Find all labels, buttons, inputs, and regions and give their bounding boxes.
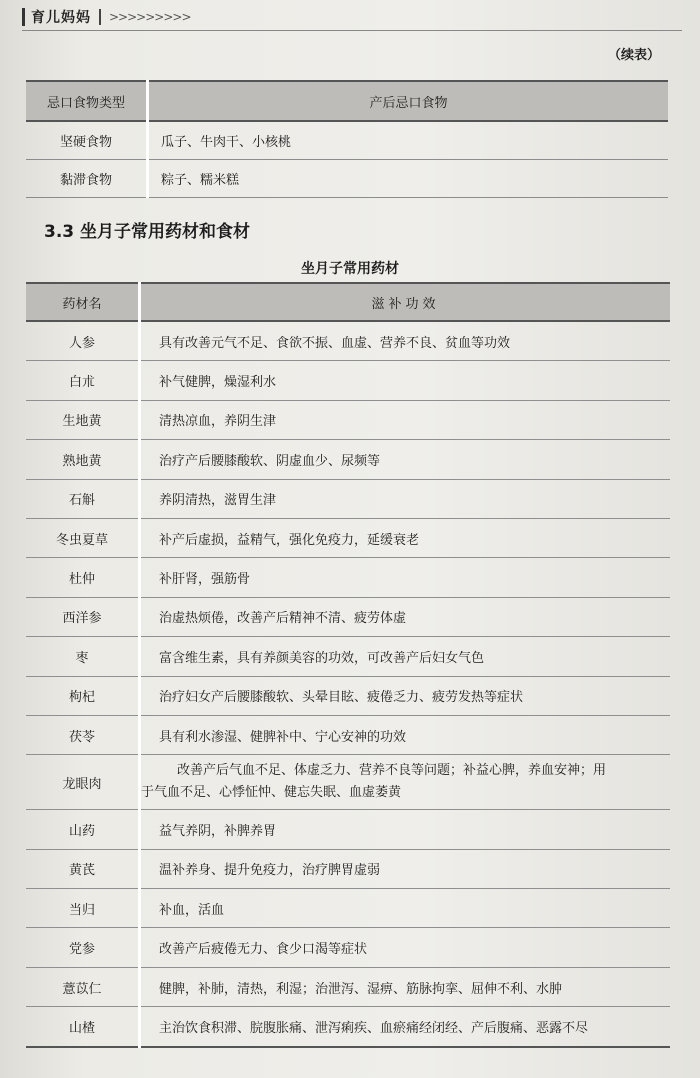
food-type-cell: 黏滞食物 xyxy=(26,160,148,198)
table-caption: 坐月子常用药材 xyxy=(301,261,399,277)
herb-effect-cell: 健脾，补肺，清热，利湿；治泄泻、湿痹、筋脉拘挛、屈伸不利、水肿 xyxy=(140,967,671,1006)
herb-effect-cell: 改善产后疲倦无力、食少口渴等症状 xyxy=(140,928,671,967)
herb-name-cell: 石斛 xyxy=(26,479,140,518)
book-title: 育儿妈妈 xyxy=(31,10,91,26)
table-row xyxy=(26,928,670,967)
herb-name-cell: 白朮 xyxy=(26,361,140,400)
herb-effect-cell: 补血，活血 xyxy=(140,889,671,928)
herb-name-cell: 杜仲 xyxy=(26,558,140,597)
herb-name-cell: 山药 xyxy=(26,810,140,849)
herb-name-cell: 西洋参 xyxy=(26,597,140,636)
herb-effect-cell: 富含维生素，具有养颜美容的功效，可改善产后妇女气色 xyxy=(140,637,671,676)
table-row xyxy=(26,597,670,636)
table-row xyxy=(26,715,670,754)
table-row xyxy=(26,479,670,518)
table-row xyxy=(26,1007,670,1047)
herb-effect-cell: 具有改善元气不足、食欲不振、血虚、营养不良、贫血等功效 xyxy=(140,321,671,361)
table-header-row xyxy=(26,81,668,121)
herb-effect-line: 改善产后气血不足、体虚乏力、营养不良等问题；补益心脾，养血安神；用 xyxy=(177,763,607,779)
herb-effect-cell: 治疗妇女产后腰膝酸软、头晕目眩、疲倦乏力、疲劳发热等症状 xyxy=(140,676,671,715)
chevron-decoration-icon: >>>>>>>>> xyxy=(109,10,191,24)
herb-effect-cell: 补气健脾，燥湿利水 xyxy=(140,361,671,400)
herb-effect-cell: 养阴清热，滋胃生津 xyxy=(140,479,671,518)
herb-effect-line: 于气血不足、心悸怔忡、健忘失眠、血虚萎黄 xyxy=(141,785,402,801)
table-row xyxy=(26,967,670,1006)
herb-effect-cell: 治疗产后腰膝酸软、阴虚血少、尿频等 xyxy=(140,440,671,479)
herb-name-cell: 冬虫夏草 xyxy=(26,518,140,557)
running-header xyxy=(22,6,682,28)
herb-name-cell: 山楂 xyxy=(26,1007,140,1047)
herb-table xyxy=(26,282,670,1048)
table-row xyxy=(26,889,670,928)
table-row xyxy=(26,849,670,888)
table-row xyxy=(26,518,670,557)
herb-effect-cell xyxy=(140,755,671,810)
section-heading: 3.3 坐月子常用药材和食材 xyxy=(44,222,251,242)
table-row xyxy=(26,361,670,400)
herb-effect-cell: 补肝肾，强筋骨 xyxy=(140,558,671,597)
table-row xyxy=(26,440,670,479)
table-row xyxy=(26,160,668,198)
continued-label: （续表） xyxy=(607,48,660,63)
table-row xyxy=(26,321,670,361)
column-header: 忌口食物类型 xyxy=(26,81,148,121)
table-row xyxy=(26,558,670,597)
herb-effect-cell: 温补养身、提升免疫力，治疗脾胃虚弱 xyxy=(140,849,671,888)
column-header: 药材名 xyxy=(26,283,140,321)
food-list-cell: 粽子、糯米糕 xyxy=(148,160,669,198)
header-bar xyxy=(22,8,25,26)
header-rule xyxy=(22,30,682,31)
herb-name-cell: 人参 xyxy=(26,321,140,361)
herb-name-cell: 薏苡仁 xyxy=(26,967,140,1006)
herb-effect-cell: 补产后虚损，益精气，强化免疫力，延缓衰老 xyxy=(140,518,671,557)
herb-name-cell: 茯苓 xyxy=(26,715,140,754)
table-header-row xyxy=(26,283,670,321)
column-header: 滋补功效 xyxy=(140,283,671,321)
table-row xyxy=(26,676,670,715)
herb-name-cell: 当归 xyxy=(26,889,140,928)
food-type-cell: 坚硬食物 xyxy=(26,121,148,160)
herb-name-cell: 熟地黄 xyxy=(26,440,140,479)
herb-name-cell: 龙眼肉 xyxy=(26,755,140,810)
table-row xyxy=(26,400,670,439)
herb-name-cell: 枸杞 xyxy=(26,676,140,715)
table-row xyxy=(26,121,668,160)
table-row xyxy=(26,810,670,849)
herb-effect-cell: 主治饮食积滞、脘腹胀痛、泄泻痢疾、血瘀痛经闭经、产后腹痛、恶露不尽 xyxy=(140,1007,671,1047)
column-header: 产后忌口食物 xyxy=(148,81,669,121)
herb-name-cell: 党参 xyxy=(26,928,140,967)
herb-effect-cell: 治虚热烦倦，改善产后精神不清、疲劳体虚 xyxy=(140,597,671,636)
herb-name-cell: 枣 xyxy=(26,637,140,676)
header-separator xyxy=(99,9,101,25)
herb-effect-cell: 益气养阴，补脾养胃 xyxy=(140,810,671,849)
herb-effect-cell: 具有利水渗湿、健脾补中、宁心安神的功效 xyxy=(140,715,671,754)
table-row xyxy=(26,637,670,676)
taboo-food-table xyxy=(26,80,668,198)
herb-effect-cell: 清热凉血，养阴生津 xyxy=(140,400,671,439)
herb-name-cell: 黄芪 xyxy=(26,849,140,888)
herb-name-cell: 生地黄 xyxy=(26,400,140,439)
food-list-cell: 瓜子、牛肉干、小核桃 xyxy=(148,121,669,160)
table-row xyxy=(26,755,670,810)
